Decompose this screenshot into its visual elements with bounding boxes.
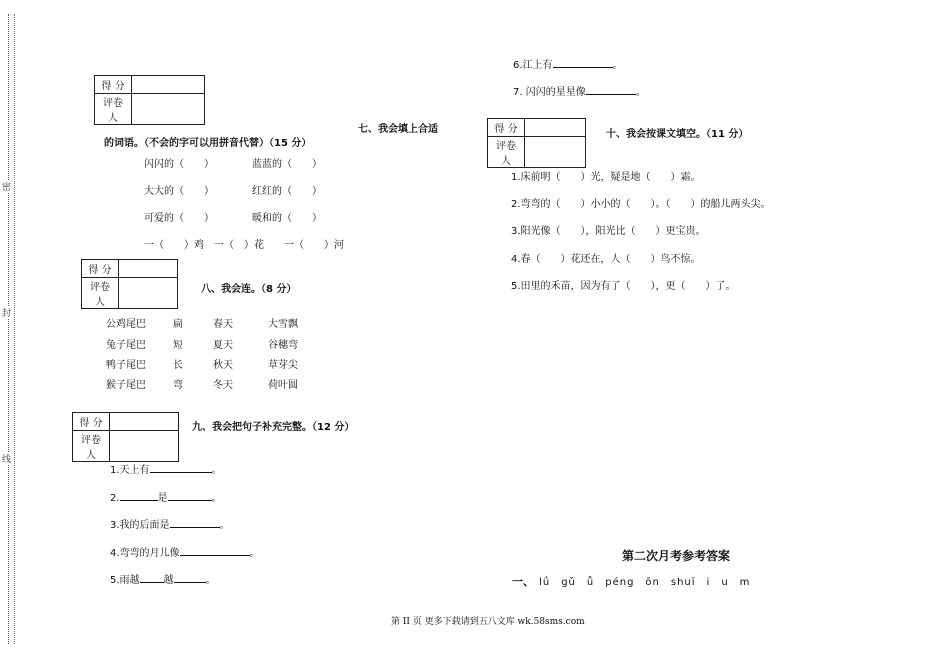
grader-label: 评卷人 <box>73 431 110 462</box>
q8-col3-item: 夏天 <box>213 340 233 351</box>
q8-col4-item: 谷穗弯 <box>268 340 298 351</box>
q8-title: 八、我会连。（8 分） <box>201 284 297 295</box>
q10-item: 1.床前明（ ）光，疑是地（ ）霜。 <box>511 172 701 183</box>
side-label-feng: 封 <box>2 306 11 319</box>
right-item-pre: 7. 闪闪的星星像 <box>513 87 586 98</box>
answer-blank[interactable] <box>174 572 206 583</box>
score-label: 得 分 <box>73 413 110 431</box>
score-table-q7 <box>94 75 205 125</box>
right-item-post: 。 <box>635 87 646 98</box>
answer-line <box>512 570 750 589</box>
q8-col1-item: 鸭子尾巴 <box>106 360 146 371</box>
grader-cell <box>132 94 205 125</box>
q9-item-pre: 3.我的后面是 <box>110 520 170 531</box>
score-cell <box>110 413 179 431</box>
q10-item: 4.春（ ）花还在，人（ ）鸟不惊。 <box>511 254 701 265</box>
q7-row3-b: 暖和的（ ） <box>252 213 322 224</box>
q9-item-mid: 是 <box>157 493 168 504</box>
q7-row2-a: 大大的（ ） <box>144 186 214 197</box>
q7-measure-words: 一（ ）鸡 一（ ）花 一（ ）河 <box>144 240 344 251</box>
q10-item: 3.阳光像（ ），阳光比（ ）更宝贵。 <box>511 226 706 237</box>
answer-blank[interactable] <box>586 84 636 95</box>
q9-item-post: 。 <box>211 465 222 476</box>
q9-title: 九、我会把句子补充完整。（12 分） <box>192 422 355 433</box>
q9-item-pre: 1.天上有 <box>110 465 150 476</box>
grader-label: 评卷人 <box>95 94 132 125</box>
q7-row1-a: 闪闪的（ ） <box>144 159 214 170</box>
q8-col1-item: 猴子尾巴 <box>106 380 146 391</box>
q8-col2-item: 弯 <box>173 380 183 391</box>
q8-col1-item: 公鸡尾巴 <box>106 319 146 330</box>
q8-col2-item: 长 <box>173 360 183 371</box>
score-cell <box>119 260 178 278</box>
q8-col3-item: 秋天 <box>213 360 233 371</box>
answer-label: 一、 <box>512 575 534 588</box>
q9-item-pre: 2. <box>110 493 120 504</box>
answer-key-title: 第二次月考参考答案 <box>622 549 731 563</box>
q7-title: 七、我会填上合适 <box>358 124 438 135</box>
q9-item-pre: 5.雨越 <box>110 575 140 586</box>
score-table-q9 <box>72 412 179 462</box>
q7-row1-b: 蓝蓝的（ ） <box>252 159 322 170</box>
score-table-q8 <box>81 259 178 309</box>
q9-item-post: 。 <box>211 493 222 504</box>
q9-item <box>110 461 222 476</box>
answer-pinyin: lǘ gǔ ǚ péng ōn shuī i u m <box>539 577 751 588</box>
answer-blank[interactable] <box>180 545 250 556</box>
binding-line-inner <box>14 14 15 644</box>
side-label-mi: 密 <box>2 180 11 193</box>
q9-item-pre: 4.弯弯的月儿像 <box>110 548 180 559</box>
answer-blank[interactable] <box>140 572 164 583</box>
q8-col1-item: 兔子尾巴 <box>106 340 146 351</box>
q8-col4-item: 大雪飘 <box>268 319 298 330</box>
q10-title: 十、我会按课文填空。（11 分） <box>606 129 749 140</box>
score-table-q10 <box>487 118 586 168</box>
answer-blank[interactable] <box>150 462 212 473</box>
side-label-xian: 线 <box>2 452 11 465</box>
q8-col2-item: 短 <box>173 340 183 351</box>
q7-title-cont: 的词语。（不会的字可以用拼音代替）（15 分） <box>104 138 312 149</box>
q8-col4-item: 草芽尖 <box>268 360 298 371</box>
answer-blank[interactable] <box>168 490 212 501</box>
answer-blank[interactable] <box>120 490 158 501</box>
q8-col2-item: 扁 <box>173 319 183 330</box>
right-item <box>513 56 623 71</box>
answer-blank[interactable] <box>170 517 220 528</box>
page-footer: 第 II 页 更多下载请到五八文库 wk.58sms.com <box>391 617 585 627</box>
q9-item <box>110 544 260 559</box>
q8-col3-item: 春天 <box>213 319 233 330</box>
q8-col3-item: 冬天 <box>213 380 233 391</box>
q8-col4-item: 荷叶圆 <box>268 380 298 391</box>
q9-item-post: 。 <box>249 548 260 559</box>
score-cell <box>132 76 205 94</box>
score-label: 得 分 <box>488 119 525 137</box>
grader-label: 评卷人 <box>488 137 525 168</box>
grader-cell <box>119 278 178 309</box>
right-item <box>513 83 646 98</box>
q10-item: 2.弯弯的（ ）小小的（ ）。（ ）的船儿两头尖。 <box>511 199 771 210</box>
score-label: 得 分 <box>95 76 132 94</box>
grader-cell <box>110 431 179 462</box>
q9-item-post: 。 <box>205 575 216 586</box>
q10-item: 5.田里的禾苗，因为有了（ ），更（ ）了。 <box>511 281 736 292</box>
grader-label: 评卷人 <box>82 278 119 309</box>
q9-item <box>110 489 222 504</box>
q9-item <box>110 516 230 531</box>
q9-item-post: 。 <box>219 520 230 531</box>
binding-line <box>8 14 9 644</box>
grader-cell <box>525 137 586 168</box>
q9-item-mid: 越 <box>163 575 174 586</box>
score-cell <box>525 119 586 137</box>
right-item-post: 。 <box>612 60 623 71</box>
answer-blank[interactable] <box>553 57 613 68</box>
right-item-pre: 6.江上有 <box>513 60 553 71</box>
q7-row3-a: 可爱的（ ） <box>144 213 214 224</box>
q9-item <box>110 571 216 586</box>
q7-row2-b: 红红的（ ） <box>252 186 322 197</box>
score-label: 得 分 <box>82 260 119 278</box>
